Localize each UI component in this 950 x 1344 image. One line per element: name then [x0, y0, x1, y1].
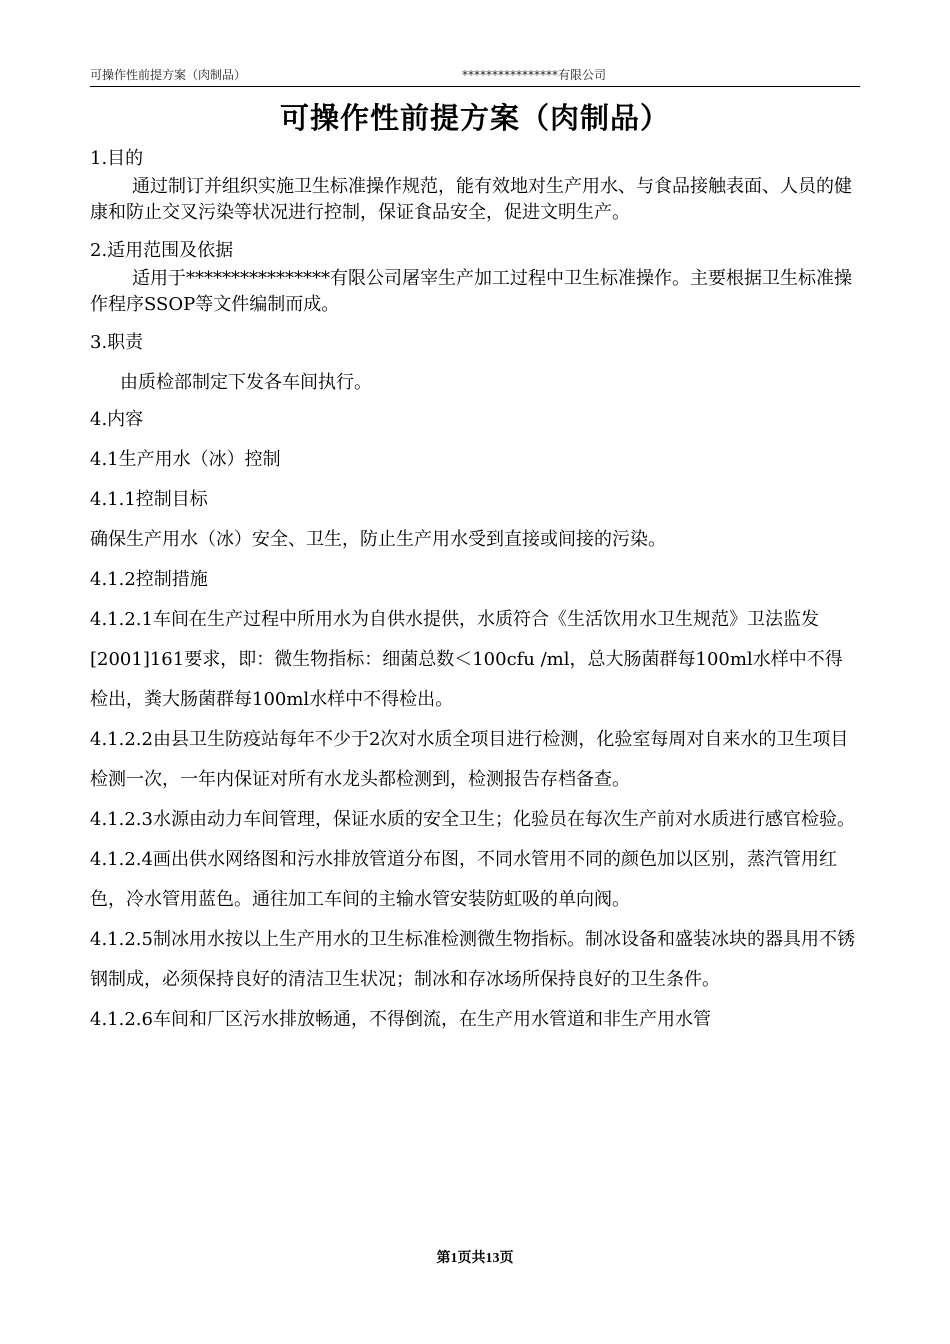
section-4-1-1-body: 确保生产用水（冰）安全、卫生，防止生产用水受到直接或间接的污染。 [90, 529, 666, 550]
section-2-heading: 2.适用范围及依据 [90, 240, 234, 261]
section-4-1-heading: 4.1生产用水（冰）控制 [90, 449, 281, 470]
clause-4-1-2-1: 4.1.2.1车间在生产过程中所用水为自供水提供，水质符合《生活饮用水卫生规范》卫法监发[2001]161要求，即：微生物指标：细菌总数＜100cfu /ml，总大肠菌群每100ml水样中不得检出，粪大肠菌群每100ml水样中不得检出。 [90, 609, 843, 710]
page-header [90, 66, 860, 87]
clause-4-1-2-2: 4.1.2.2由县卫生防疫站每年不少于2次对水质全项目进行检测，化验室每周对自来水的卫生项目检测一次，一年内保证对所有水龙头都检测到，检测报告存档备查。 [90, 729, 849, 790]
document-title: 可操作性前提方案（肉制品） [279, 101, 670, 135]
header-document-title: 可操作性前提方案（肉制品） [90, 68, 247, 82]
clause-4-1-2-3: 4.1.2.3水源由动力车间管理，保证水质的安全卫生；化验员在每次生产前对水质进行感官检验。 [90, 809, 855, 830]
section-4-heading: 4.内容 [90, 409, 144, 430]
clause-4-1-2-4: 4.1.2.4画出供水网络图和污水排放管道分布图，不同水管用不同的颜色加以区别，蒸汽管用红色，冷水管用蓝色。通往加工车间的主输水管安装防虹吸的单向阀。 [90, 849, 837, 910]
section-4-1-1-heading: 4.1.1控制目标 [90, 489, 208, 510]
section-4-1-2-heading: 4.1.2控制措施 [90, 569, 208, 590]
section-3-heading: 3.职责 [90, 332, 144, 353]
header-company-name: ****************有限公司 [462, 68, 607, 82]
document-body [90, 146, 860, 1040]
page-number: 第1页共13页 [436, 1251, 514, 1266]
section-1-heading: 1.目的 [90, 148, 144, 169]
section-1-body: 通过制订并组织实施卫生标准操作规范，能有效地对生产用水、与食品接触表面、人员的健康和防止交叉污染等状况进行控制，保证食品安全，促进文明生产。 [90, 176, 852, 223]
section-2-body: 适用于****************有限公司屠宰生产加工过程中卫生标准操作。主要根据卫生标准操作程序SSOP等文件编制而成。 [90, 268, 852, 315]
clause-4-1-2-6: 4.1.2.6车间和厂区污水排放畅通，不得倒流，在生产用水管道和非生产用水管 [90, 1009, 711, 1030]
clause-4-1-2-5: 4.1.2.5制冰用水按以上生产用水的卫生标准检测微生物指标。制冰设备和盛装冰块的器具用不锈钢制成，必须保持良好的清洁卫生状况；制冰和存冰场所保持良好的卫生条件。 [90, 929, 855, 990]
section-3-body: 由质检部制定下发各车间执行。 [120, 372, 372, 393]
